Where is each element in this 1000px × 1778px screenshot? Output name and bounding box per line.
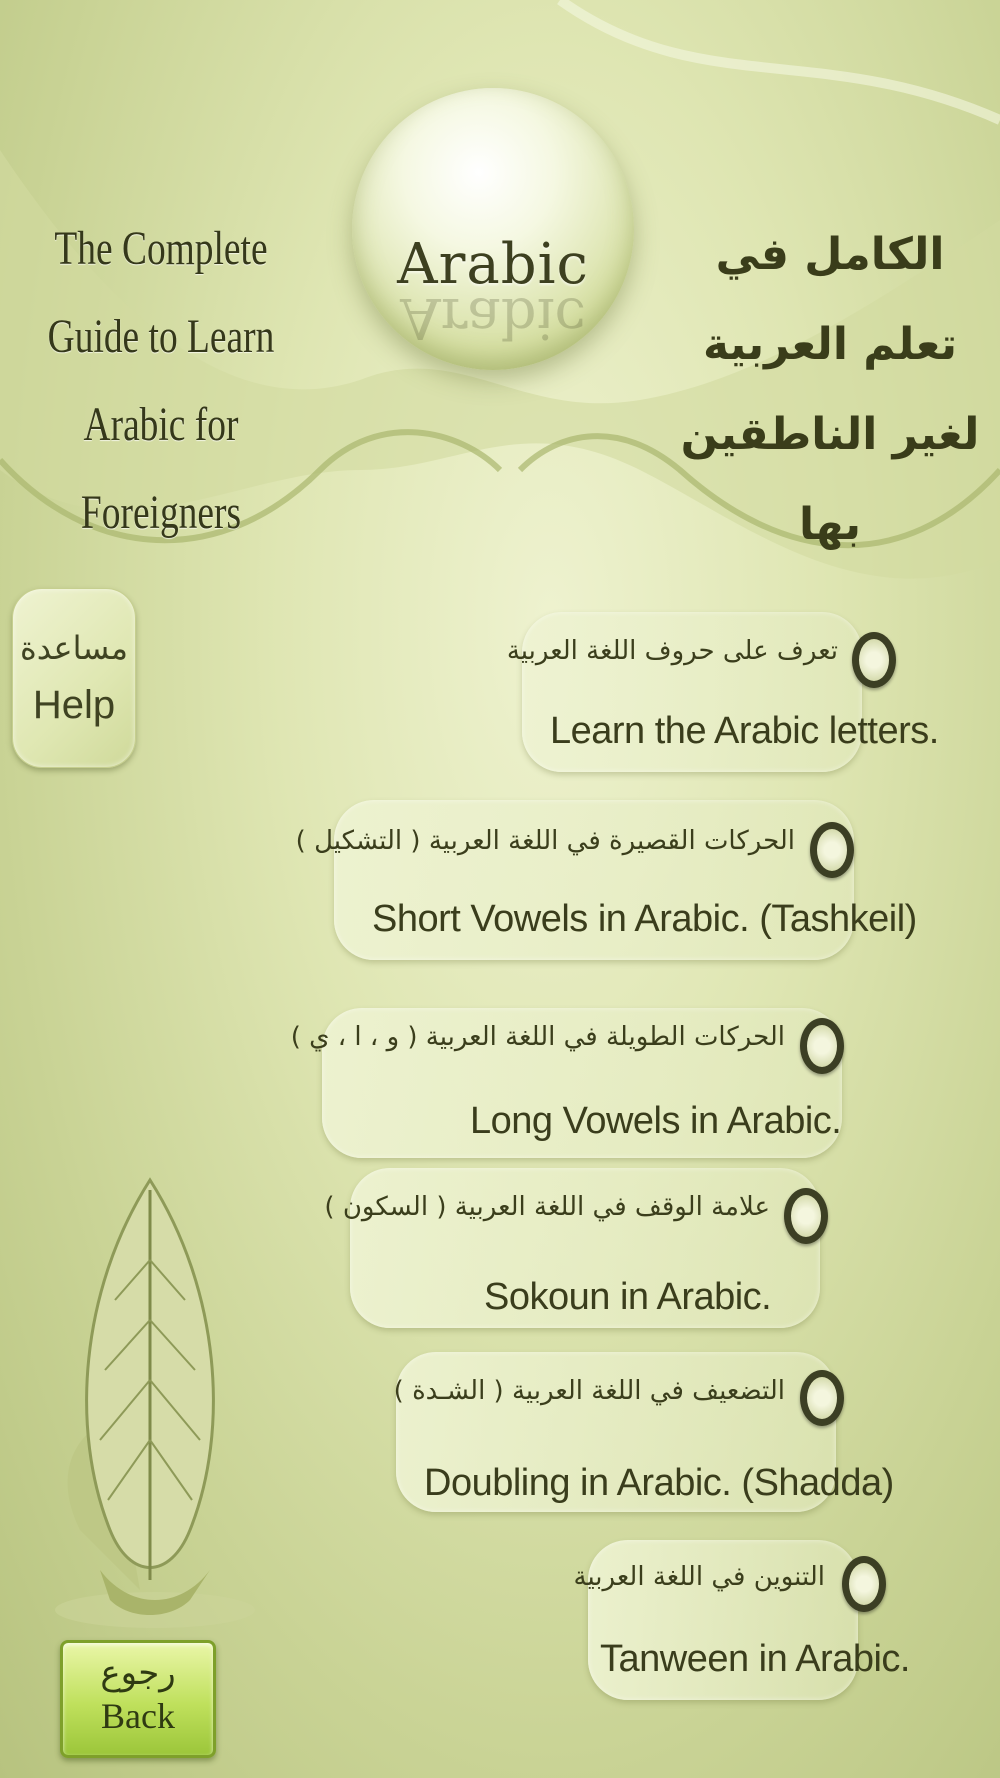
app-title-english	[0, 205, 322, 557]
radio-ring-icon	[800, 1370, 844, 1426]
app-title-english-line-1: The Complete	[54, 222, 268, 275]
orb-title-reflection: Arabic	[400, 285, 586, 350]
orb-title: Arabic	[397, 232, 589, 297]
back-label-arabic: رجوع	[100, 1653, 176, 1693]
menu-item-label-arabic: التنوين في اللغة العربية	[573, 1562, 825, 1592]
menu-item-label-english: Tanween in Arabic.	[600, 1638, 910, 1680]
back-label-english: Back	[101, 1696, 175, 1736]
help-label-arabic: مساعدة	[19, 629, 129, 667]
radio-ring-icon	[842, 1556, 886, 1612]
app-title-arabic-line-1: الكامل في	[715, 229, 945, 280]
menu-item-label-english: Learn the Arabic letters.	[550, 710, 939, 752]
back-button[interactable]	[60, 1640, 216, 1758]
menu-item-label-arabic: الحركات القصيرة في اللغة العربية ( التشكيل )	[295, 826, 795, 856]
app-title-arabic-line-3: لغير الناطقين بها	[680, 409, 980, 550]
menu-item-label-english: Long Vowels in Arabic.	[470, 1100, 842, 1142]
leaf-illustration	[40, 1170, 260, 1630]
app-title-arabic	[660, 210, 1000, 570]
menu-item-label-arabic: تعرف على حروف اللغة العربية	[506, 636, 838, 666]
menu-item-label-english: Sokoun in Arabic.	[484, 1276, 772, 1318]
help-button[interactable]	[12, 588, 136, 768]
app-title-english-line-2: Guide to Learn	[47, 310, 275, 363]
menu-item-label-arabic: التضعيف في اللغة العربية ( الشـدة )	[393, 1376, 785, 1406]
radio-ring-icon	[800, 1018, 844, 1074]
menu-item-label-english: Doubling in Arabic. (Shadda)	[424, 1462, 894, 1504]
menu-item-label-english: Short Vowels in Arabic. (Tashkeil)	[372, 898, 917, 940]
menu-item-label-arabic: الحركات الطويلة في اللغة العربية ( و ، ا ، ي )	[290, 1022, 785, 1052]
radio-ring-icon	[784, 1188, 828, 1244]
help-label-english: Help	[32, 683, 116, 727]
app-title-arabic-line-2: تعلم العربية	[702, 319, 958, 370]
app-title-english-line-3: Arabic for Foreigners	[80, 398, 242, 539]
menu-item-label-arabic: علامة الوقف في اللغة العربية ( السكون )	[324, 1192, 770, 1222]
radio-ring-icon	[852, 632, 896, 688]
radio-ring-icon	[810, 822, 854, 878]
